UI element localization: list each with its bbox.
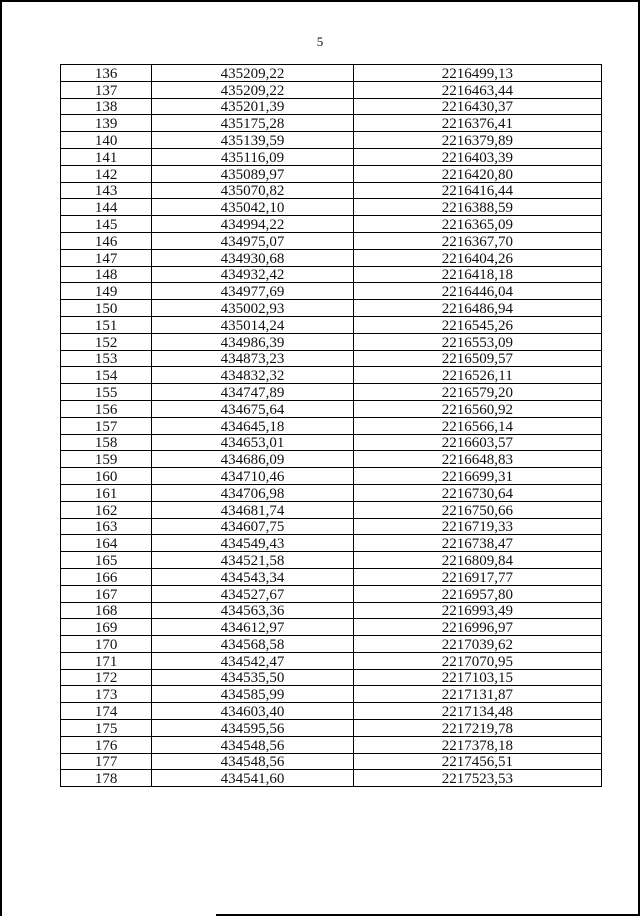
table-row bbox=[61, 65, 602, 82]
x-coordinate-cell: 434977,69 bbox=[152, 283, 353, 300]
x-coordinate-cell: 434686,09 bbox=[152, 451, 353, 468]
x-coordinate-cell: 434986,39 bbox=[152, 333, 353, 350]
x-coordinate-cell: 434535,50 bbox=[152, 669, 353, 686]
y-coordinate-cell: 2216376,41 bbox=[353, 115, 601, 132]
x-coordinate-cell: 434568,58 bbox=[152, 636, 353, 653]
x-coordinate-cell: 434563,36 bbox=[152, 602, 353, 619]
table-row bbox=[61, 669, 602, 686]
point-number-cell: 166 bbox=[61, 568, 152, 585]
table-row bbox=[61, 182, 602, 199]
x-coordinate-cell: 434932,42 bbox=[152, 266, 353, 283]
point-number-cell: 167 bbox=[61, 585, 152, 602]
table-row bbox=[61, 300, 602, 317]
table-row bbox=[61, 283, 602, 300]
table-row bbox=[61, 232, 602, 249]
table-row bbox=[61, 384, 602, 401]
table-row bbox=[61, 115, 602, 132]
x-coordinate-cell: 434521,58 bbox=[152, 552, 353, 569]
point-number-cell: 149 bbox=[61, 283, 152, 300]
y-coordinate-cell: 2216404,26 bbox=[353, 249, 601, 266]
x-coordinate-cell: 435209,22 bbox=[152, 65, 353, 82]
y-coordinate-cell: 2216416,44 bbox=[353, 182, 601, 199]
table-row bbox=[61, 165, 602, 182]
table-row bbox=[61, 602, 602, 619]
table-row bbox=[61, 333, 602, 350]
point-number-cell: 170 bbox=[61, 636, 152, 653]
point-number-cell: 147 bbox=[61, 249, 152, 266]
x-coordinate-cell: 435070,82 bbox=[152, 182, 353, 199]
x-coordinate-cell: 435175,28 bbox=[152, 115, 353, 132]
point-number-cell: 146 bbox=[61, 232, 152, 249]
point-number-cell: 174 bbox=[61, 703, 152, 720]
table-row bbox=[61, 367, 602, 384]
y-coordinate-cell: 2216560,92 bbox=[353, 400, 601, 417]
x-coordinate-cell: 434542,47 bbox=[152, 652, 353, 669]
table-row bbox=[61, 148, 602, 165]
x-coordinate-cell: 435209,22 bbox=[152, 81, 353, 98]
y-coordinate-cell: 2217378,18 bbox=[353, 736, 601, 753]
point-number-cell: 163 bbox=[61, 518, 152, 535]
y-coordinate-cell: 2216566,14 bbox=[353, 417, 601, 434]
x-coordinate-cell: 434543,34 bbox=[152, 568, 353, 585]
y-coordinate-cell: 2216719,33 bbox=[353, 518, 601, 535]
table-row bbox=[61, 636, 602, 653]
point-number-cell: 137 bbox=[61, 81, 152, 98]
y-coordinate-cell: 2216446,04 bbox=[353, 283, 601, 300]
point-number-cell: 159 bbox=[61, 451, 152, 468]
table-row bbox=[61, 770, 602, 787]
table-row bbox=[61, 552, 602, 569]
x-coordinate-cell: 434653,01 bbox=[152, 434, 353, 451]
point-number-cell: 153 bbox=[61, 350, 152, 367]
x-coordinate-cell: 434612,97 bbox=[152, 619, 353, 636]
point-number-cell: 143 bbox=[61, 182, 152, 199]
y-coordinate-cell: 2216388,59 bbox=[353, 199, 601, 216]
x-coordinate-cell: 434527,67 bbox=[152, 585, 353, 602]
x-coordinate-cell: 435139,59 bbox=[152, 132, 353, 149]
x-coordinate-cell: 434994,22 bbox=[152, 216, 353, 233]
point-number-cell: 162 bbox=[61, 501, 152, 518]
y-coordinate-cell: 2217070,95 bbox=[353, 652, 601, 669]
point-number-cell: 164 bbox=[61, 535, 152, 552]
y-coordinate-cell: 2216917,77 bbox=[353, 568, 601, 585]
point-number-cell: 177 bbox=[61, 753, 152, 770]
coordinates-table bbox=[60, 64, 602, 787]
table-row bbox=[61, 350, 602, 367]
point-number-cell: 178 bbox=[61, 770, 152, 787]
point-number-cell: 161 bbox=[61, 484, 152, 501]
point-number-cell: 151 bbox=[61, 316, 152, 333]
page-border-left bbox=[0, 0, 2, 916]
table-row bbox=[61, 585, 602, 602]
table-row bbox=[61, 501, 602, 518]
x-coordinate-cell: 435042,10 bbox=[152, 199, 353, 216]
x-coordinate-cell: 434747,89 bbox=[152, 384, 353, 401]
x-coordinate-cell: 435014,24 bbox=[152, 316, 353, 333]
point-number-cell: 140 bbox=[61, 132, 152, 149]
y-coordinate-cell: 2217219,78 bbox=[353, 720, 601, 737]
point-number-cell: 156 bbox=[61, 400, 152, 417]
point-number-cell: 139 bbox=[61, 115, 152, 132]
y-coordinate-cell: 2216699,31 bbox=[353, 468, 601, 485]
x-coordinate-cell: 434681,74 bbox=[152, 501, 353, 518]
point-number-cell: 157 bbox=[61, 417, 152, 434]
y-coordinate-cell: 2216957,80 bbox=[353, 585, 601, 602]
table-row bbox=[61, 199, 602, 216]
x-coordinate-cell: 434548,56 bbox=[152, 753, 353, 770]
y-coordinate-cell: 2217103,15 bbox=[353, 669, 601, 686]
table-row bbox=[61, 736, 602, 753]
y-coordinate-cell: 2217039,62 bbox=[353, 636, 601, 653]
table-row bbox=[61, 266, 602, 283]
x-coordinate-cell: 434706,98 bbox=[152, 484, 353, 501]
coordinates-table-body bbox=[61, 65, 602, 787]
y-coordinate-cell: 2216579,20 bbox=[353, 384, 601, 401]
table-row bbox=[61, 703, 602, 720]
y-coordinate-cell: 2216603,57 bbox=[353, 434, 601, 451]
table-row bbox=[61, 720, 602, 737]
y-coordinate-cell: 2216430,37 bbox=[353, 98, 601, 115]
y-coordinate-cell: 2217134,48 bbox=[353, 703, 601, 720]
page-border-top bbox=[0, 0, 640, 2]
y-coordinate-cell: 2216367,70 bbox=[353, 232, 601, 249]
y-coordinate-cell: 2216526,11 bbox=[353, 367, 601, 384]
table-row bbox=[61, 451, 602, 468]
table-row bbox=[61, 400, 602, 417]
y-coordinate-cell: 2216499,13 bbox=[353, 65, 601, 82]
table-row bbox=[61, 434, 602, 451]
point-number-cell: 145 bbox=[61, 216, 152, 233]
table-row bbox=[61, 316, 602, 333]
table-row bbox=[61, 132, 602, 149]
y-coordinate-cell: 2216996,97 bbox=[353, 619, 601, 636]
point-number-cell: 171 bbox=[61, 652, 152, 669]
y-coordinate-cell: 2216553,09 bbox=[353, 333, 601, 350]
point-number-cell: 155 bbox=[61, 384, 152, 401]
x-coordinate-cell: 434710,46 bbox=[152, 468, 353, 485]
x-coordinate-cell: 435002,93 bbox=[152, 300, 353, 317]
point-number-cell: 172 bbox=[61, 669, 152, 686]
y-coordinate-cell: 2216420,80 bbox=[353, 165, 601, 182]
point-number-cell: 141 bbox=[61, 148, 152, 165]
x-coordinate-cell: 434975,07 bbox=[152, 232, 353, 249]
y-coordinate-cell: 2216486,94 bbox=[353, 300, 601, 317]
point-number-cell: 173 bbox=[61, 686, 152, 703]
point-number-cell: 148 bbox=[61, 266, 152, 283]
y-coordinate-cell: 2216730,64 bbox=[353, 484, 601, 501]
point-number-cell: 152 bbox=[61, 333, 152, 350]
x-coordinate-cell: 434585,99 bbox=[152, 686, 353, 703]
point-number-cell: 165 bbox=[61, 552, 152, 569]
table-row bbox=[61, 619, 602, 636]
point-number-cell: 138 bbox=[61, 98, 152, 115]
y-coordinate-cell: 2216418,18 bbox=[353, 266, 601, 283]
x-coordinate-cell: 435116,09 bbox=[152, 148, 353, 165]
point-number-cell: 150 bbox=[61, 300, 152, 317]
point-number-cell: 144 bbox=[61, 199, 152, 216]
table-row bbox=[61, 468, 602, 485]
point-number-cell: 136 bbox=[61, 65, 152, 82]
x-coordinate-cell: 435201,39 bbox=[152, 98, 353, 115]
y-coordinate-cell: 2216750,66 bbox=[353, 501, 601, 518]
table-row bbox=[61, 518, 602, 535]
table-row bbox=[61, 417, 602, 434]
point-number-cell: 169 bbox=[61, 619, 152, 636]
x-coordinate-cell: 435089,97 bbox=[152, 165, 353, 182]
x-coordinate-cell: 434603,40 bbox=[152, 703, 353, 720]
table-row bbox=[61, 81, 602, 98]
point-number-cell: 160 bbox=[61, 468, 152, 485]
table-row bbox=[61, 216, 602, 233]
y-coordinate-cell: 2216993,49 bbox=[353, 602, 601, 619]
x-coordinate-cell: 434548,56 bbox=[152, 736, 353, 753]
y-coordinate-cell: 2217131,87 bbox=[353, 686, 601, 703]
x-coordinate-cell: 434873,23 bbox=[152, 350, 353, 367]
table-row bbox=[61, 753, 602, 770]
table-row bbox=[61, 686, 602, 703]
y-coordinate-cell: 2216379,89 bbox=[353, 132, 601, 149]
y-coordinate-cell: 2216403,39 bbox=[353, 148, 601, 165]
y-coordinate-cell: 2216463,44 bbox=[353, 81, 601, 98]
y-coordinate-cell: 2216545,26 bbox=[353, 316, 601, 333]
table-row bbox=[61, 535, 602, 552]
x-coordinate-cell: 434541,60 bbox=[152, 770, 353, 787]
point-number-cell: 158 bbox=[61, 434, 152, 451]
x-coordinate-cell: 434675,64 bbox=[152, 400, 353, 417]
x-coordinate-cell: 434832,32 bbox=[152, 367, 353, 384]
table-row bbox=[61, 249, 602, 266]
x-coordinate-cell: 434930,68 bbox=[152, 249, 353, 266]
table-row bbox=[61, 568, 602, 585]
point-number-cell: 168 bbox=[61, 602, 152, 619]
table-row bbox=[61, 484, 602, 501]
y-coordinate-cell: 2216365,09 bbox=[353, 216, 601, 233]
y-coordinate-cell: 2217523,53 bbox=[353, 770, 601, 787]
point-number-cell: 154 bbox=[61, 367, 152, 384]
x-coordinate-cell: 434645,18 bbox=[152, 417, 353, 434]
x-coordinate-cell: 434595,56 bbox=[152, 720, 353, 737]
point-number-cell: 142 bbox=[61, 165, 152, 182]
x-coordinate-cell: 434549,43 bbox=[152, 535, 353, 552]
y-coordinate-cell: 2216738,47 bbox=[353, 535, 601, 552]
point-number-cell: 175 bbox=[61, 720, 152, 737]
point-number-cell: 176 bbox=[61, 736, 152, 753]
y-coordinate-cell: 2216509,57 bbox=[353, 350, 601, 367]
table-row bbox=[61, 652, 602, 669]
x-coordinate-cell: 434607,75 bbox=[152, 518, 353, 535]
y-coordinate-cell: 2217456,51 bbox=[353, 753, 601, 770]
table-row bbox=[61, 98, 602, 115]
y-coordinate-cell: 2216648,83 bbox=[353, 451, 601, 468]
y-coordinate-cell: 2216809,84 bbox=[353, 552, 601, 569]
page-number: 5 bbox=[316, 34, 324, 49]
